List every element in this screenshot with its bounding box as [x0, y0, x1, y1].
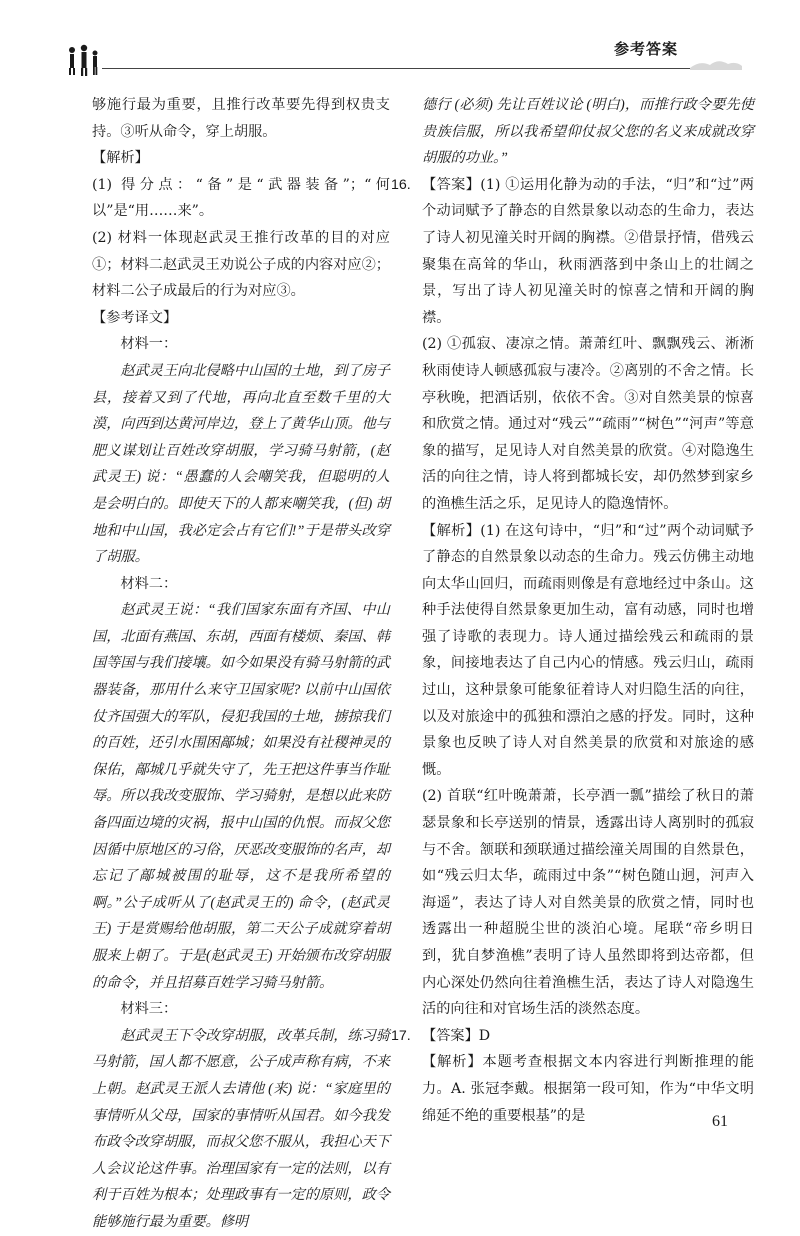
- material-3-title: 材料三：: [120, 1001, 178, 1018]
- question-17: [391, 1023, 754, 1129]
- q17-analysis: 本题考查根据文本内容进行判断推理的能力。A. 张冠李戴。根据第一段可知，作为“中华文明绵延不绝的重要根基”的是: [422, 1054, 754, 1124]
- right-column: [391, 92, 754, 1129]
- question-16-number: 16.: [391, 176, 411, 193]
- question-16: [391, 172, 754, 1023]
- translation-continued: 德行 (必须) 先让百姓议论 (明白)，而推行政令要先使贵族信服，所以我希望仰仗叔父您的名义来成就改穿胡服的功业。”: [422, 97, 754, 167]
- material-2-title: 材料二：: [120, 575, 178, 592]
- material-1-text: 赵武灵王向北侵略中山国的土地，到了房子县，接着又到了代地，再向北直至数千里的大漠，向西到达黄河岸边，登上了黄华山顶。他与肥义谋划让百姓改穿胡服，学习骑马射箭，(赵武灵王) 说：“愚蠢的人会嘲笑我，但聪明的人是会明白的。即使天下的人都来嘲笑我，(但) 胡地和中山国，我必定会占有它们!”于是带头改穿了胡服。: [92, 362, 390, 566]
- q16-answer-2: (2) ①孤寂、凄凉之情。萧萧红叶、飘飘残云、淅淅秋雨使诗人顿感孤寂与凄冷。②离别的不舍之情。长亭秋晚，把酒话别，依依不舍。③对自然美景的惊喜和欣赏之情。通过对“残云”“疏雨”“树色”“河声”等意象的描写，足见诗人对自然美景的欣赏。④对隐逸生活的向往之情，诗人将到都城长安，却仍然梦到家乡的渔樵生活之乐，足见诗人的隐逸情怀。: [422, 336, 754, 512]
- continued-answer: 够施行最为重要，且推行改革要先得到权贵支持。③听从命令，穿上胡服。: [92, 97, 390, 140]
- q17-answer-label: 【答案】: [422, 1027, 479, 1044]
- q17-analysis-label: 【解析】: [422, 1054, 483, 1071]
- question-17-number: 17.: [391, 1027, 411, 1044]
- q16-analysis-2: (2) 首联“红叶晚萧萧，长亭酒一瓢”描绘了秋日的萧瑟景象和长亭送别的情景，透露出诗人离别时的孤寂与不舍。颔联和颈联通过描绘潼关周围的自然景色，如“残云归太华，疏雨过中条”“树色随山迥，河声入海遥”，表达了诗人对自然美景的欣赏之情，同时也透露出一种超脱尘世的淡泊心境。尾联“帝乡明日到，犹自梦渔樵”表明了诗人虽然即将到达帝都，但内心深处仍然向往着渔樵生活，表达了诗人对隐逸生活的向往和对官场生活的淡然态度。: [422, 788, 754, 1018]
- analysis-point-1: (1) 得分点：“备”是“武器装备”；“何以”是“用……来”。: [92, 176, 390, 220]
- q16-analysis-1: (1) 在这句诗中，“归”和“过”两个动词赋予了静态的自然景象以动态的生命力。残云仿佛主动地向太华山回归，而疏雨则像是有意地经过中条山。这种手法使得自然景象更加生动，富有动感，同时也增强了诗歌的表现力。诗人通过描绘残云和疏雨的景象，间接地表达了自己内心的情感。残云归山，疏雨过山，这种景象可能象征着诗人对归隐生活的向往，以及对旅途中的孤独和漂泊之感的抒发。同时，这种景象也反映了诗人对自然美景的欣赏和对旅途的感慨。: [422, 522, 754, 778]
- header-rule: [102, 68, 707, 69]
- cloud-decoration-icon: [690, 56, 742, 70]
- people-silhouette-icon: [62, 44, 112, 76]
- q16-answer-1: (1) ①运用化静为动的手法，“归”和“过”两个动词赋予了静态的自然景象以动态的生命力，表达了诗人初见潼关时开阔的胸襟。②借景抒情，借残云聚集在高耸的华山，秋雨洒落到中条山上的壮阔之景，写出了诗人初见潼关时的惊喜之情和开阔的胸襟。: [422, 176, 754, 326]
- translation-label: 【参考译文】: [92, 309, 178, 326]
- material-2-text: 赵武灵王说：“我们国家东面有齐国、中山国，北面有燕国、东胡，西面有楼烦、秦国、韩国等国与我们接壤。如今如果没有骑马射箭的武器装备，那用什么来守卫国家呢? 以前中山国依仗齐国强大的军队，侵犯我国的土地，掳掠我们的百姓，还引水围困鄗城；如果没有社稷神灵的保佑，鄗城几乎就失守了，先王把这件事当作耻辱。所以我改变服饰、学习骑射，是想以此来防备四面边境的灾祸，报中山国的仇恨。而叔父您因循中原地区的习俗，厌恶改变服饰的名声，却忘记了鄗城被围的耻辱，这不是我所希望的啊。”公子成听从了(赵武灵王的) 命令，(赵武灵王) 于是赏赐给他胡服，第二天公子成就穿着胡服来上朝了。于是(赵武灵王) 开始颁布改穿胡服的命令，并且招募百姓学习骑马射箭。: [92, 602, 390, 991]
- q16-analysis-label: 【解析】: [422, 522, 481, 539]
- page-header: [0, 0, 800, 80]
- header-title: 参考答案: [614, 40, 679, 58]
- analysis-label: 【解析】: [92, 150, 149, 167]
- material-1-title: 材料一：: [120, 336, 178, 353]
- q17-answer: D: [478, 1027, 491, 1044]
- analysis-point-2: (2) 材料一体现赵武灵王推行改革的目的对应①；材料二赵武灵王劝说公子成的内容对应②；材料二公子成最后的行为对应③。: [92, 229, 390, 300]
- material-3-text: 赵武灵王下令改穿胡服，改革兵制，练习骑马射箭，国人都不愿意，公子成声称有病，不来上朝。赵武灵王派人去请他 (来) 说：“家庭里的事情听从父母，国家的事情听从国君。如今我发布政令改穿胡服，而叔父您不服从，我担心天下人会议论这件事。治理国家有一定的法则，以有利于百姓为根本；处理政事有一定的原则，政令能够施行最为重要。修明: [92, 1027, 390, 1230]
- left-column: [92, 92, 390, 1236]
- q16-answer-label: 【答案】: [422, 176, 481, 193]
- page-number: 61: [712, 1113, 728, 1130]
